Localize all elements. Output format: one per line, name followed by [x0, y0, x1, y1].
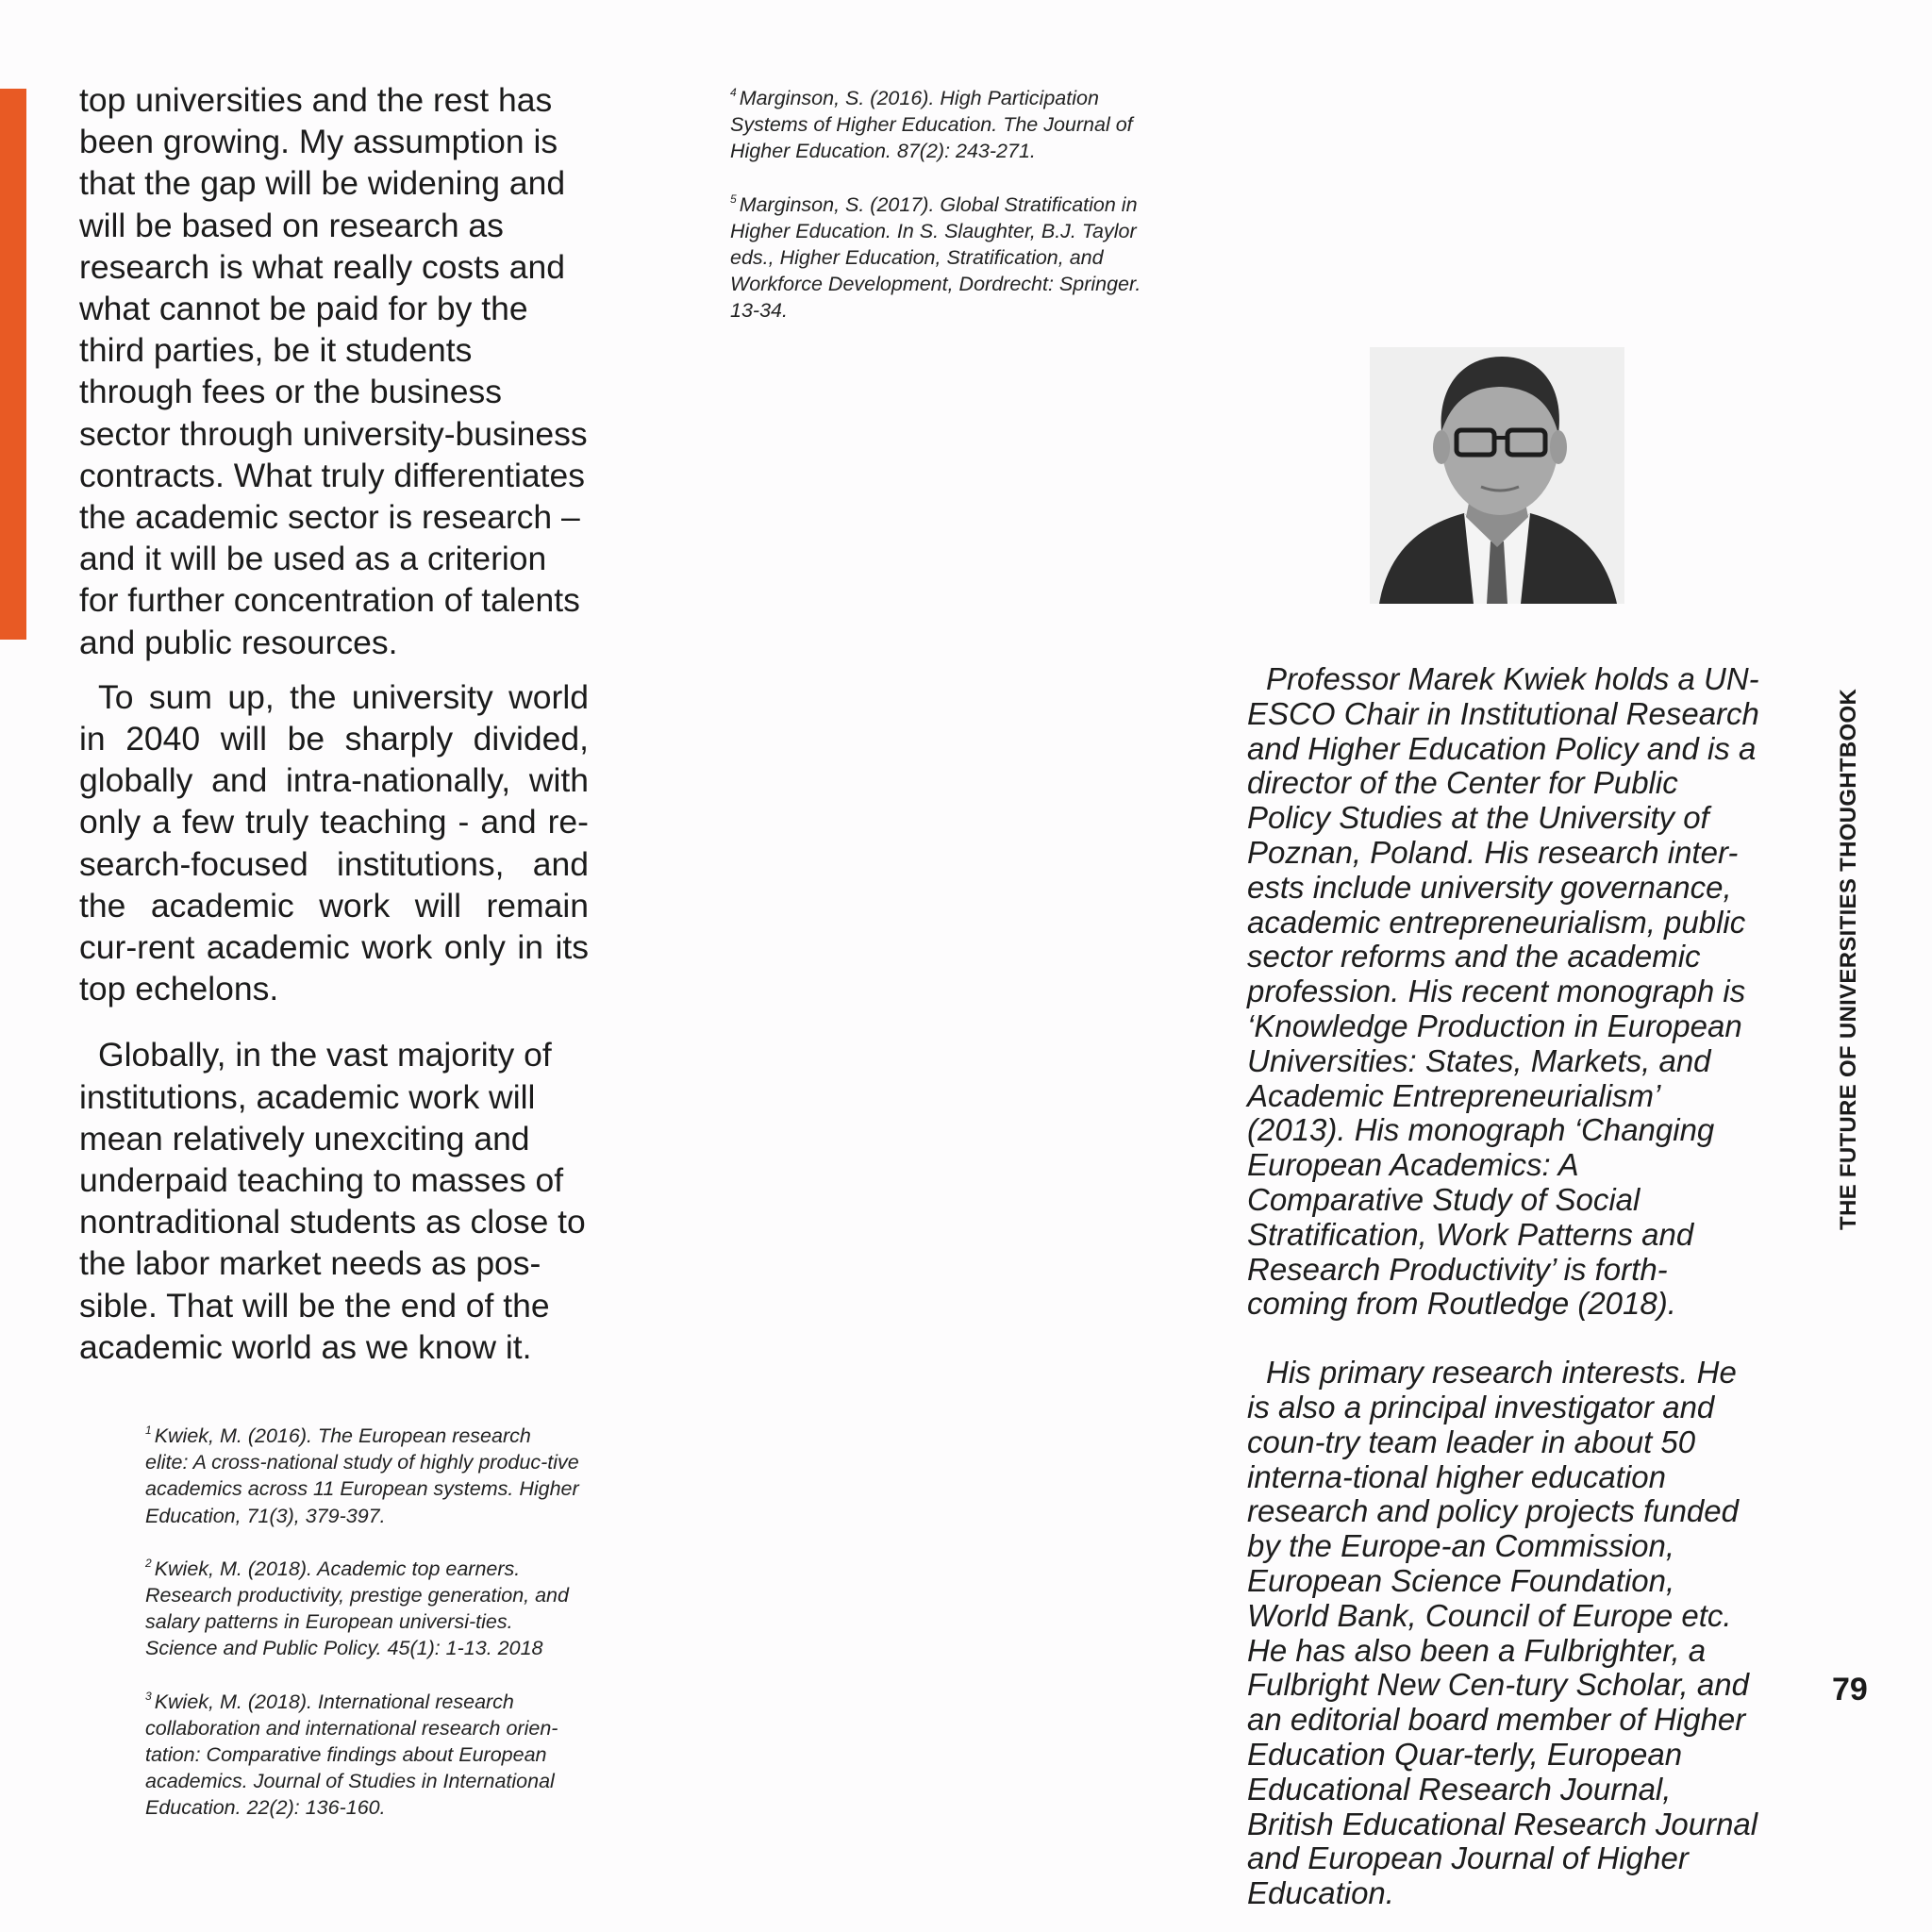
author-bio — [1247, 662, 1761, 1911]
footnote-number: 1 — [145, 1424, 152, 1437]
footnote-number: 4 — [730, 86, 737, 99]
running-title: THE FUTURE OF UNIVERSITIES THOUGHTBOOK — [1836, 688, 1861, 1230]
footnote — [145, 1689, 579, 1822]
footnote-text: Kwiek, M. (2016). The European research elite: A cross-national study of highly produc-tive academics across 11 European systems. Higher Education, 71(3), 379-397. — [145, 1424, 579, 1527]
footnote-text: Kwiek, M. (2018). International research collaboration and international research orien-tation: Comparative findings about European academics. Journal of Studies in International Education. 22(2): 136-160. — [145, 1690, 558, 1820]
bio-paragraph: Professor Marek Kwiek holds a UN-ESCO Chair in Institutional Research and Higher Education Policy and is a director of the Center for Public Policy Studies at the University of Poznan, Poland. His research inter-ests include university governance, academic entrepreneurialism, public sector reforms and the academic profession. His recent monograph is ‘Knowledge Production in European Universities: States, Markets, and Academic Entrepreneurialism’ (2013). His monograph ‘Changing European Academics: A Comparative Study of Social Stratification, Work Patterns and Research Productivity’ is forth-coming from Routledge (2018). — [1247, 661, 1759, 1322]
bio-paragraph: His primary research interests. He is also a principal investigator and coun-try team leader in about 50 interna-tional higher education research and policy projects funded by the Europe-an Commission, European Science Foundation, World Bank, Council of Europe etc. He has also been a Fulbrighter, a Fulbright New Cen-tury Scholar, and an editorial board member of Higher Education Quar-terly, European Educational Research Journal, British Educational Research Journal and European Journal of Higher Education. — [1247, 1355, 1758, 1911]
body-paragraph: Globally, in the vast majority of institutions, academic work will mean relatively unexciting and underpaid teaching to masses of nontraditional students as close to the labor market needs as pos-sible. That will be the end of the academic world as we know it. — [79, 1036, 586, 1366]
footnote-number: 5 — [730, 192, 737, 206]
page-number: 79 — [1832, 1672, 1868, 1707]
body-paragraph: To sum up, the university world in 2040 will be sharply divided, globally and intra-nationally, with only a few truly teaching - and re-search-focused institutions, and the academic work will remain cur-rent academic work only in its top echelons. — [79, 677, 589, 1008]
footnote-text: Marginson, S. (2016). High Participation Systems of Higher Education. The Journal of Higher Education. 87(2): 243-271. — [730, 87, 1133, 163]
footnote — [730, 192, 1174, 325]
footnote-text: Kwiek, M. (2018). Academic top earners. Research productivity, prestige generation, and salary patterns in European universi-ties. Science and Public Policy. 45(1): 1-13. 2018 — [145, 1557, 569, 1660]
body-paragraph: top universities and the rest has been growing. My assumption is that the gap will be widening and will be based on research as research is what really costs and what cannot be paid for by the third parties, be it students through fees or the business sector through university-business contracts. What truly differentiates the academic sector is research – and it will be used as a criterion for further concentration of talents and public resources. — [79, 81, 588, 661]
footnotes-left — [145, 1423, 579, 1848]
accent-bar — [0, 89, 26, 640]
author-portrait — [1370, 347, 1624, 604]
footnote-number: 3 — [145, 1689, 152, 1703]
footnote — [145, 1423, 579, 1529]
footnote-number: 2 — [145, 1556, 152, 1570]
footnotes-right — [730, 85, 1174, 351]
footnote — [730, 85, 1174, 165]
main-text-column — [79, 79, 589, 1368]
footnote-text: Marginson, S. (2017). Global Stratification in Higher Education. In S. Slaughter, B.J. Taylor eds., Higher Education, Stratification, and Workforce Development, Dordrecht: Springer. 13-34. — [730, 192, 1141, 323]
footnote — [145, 1556, 579, 1662]
